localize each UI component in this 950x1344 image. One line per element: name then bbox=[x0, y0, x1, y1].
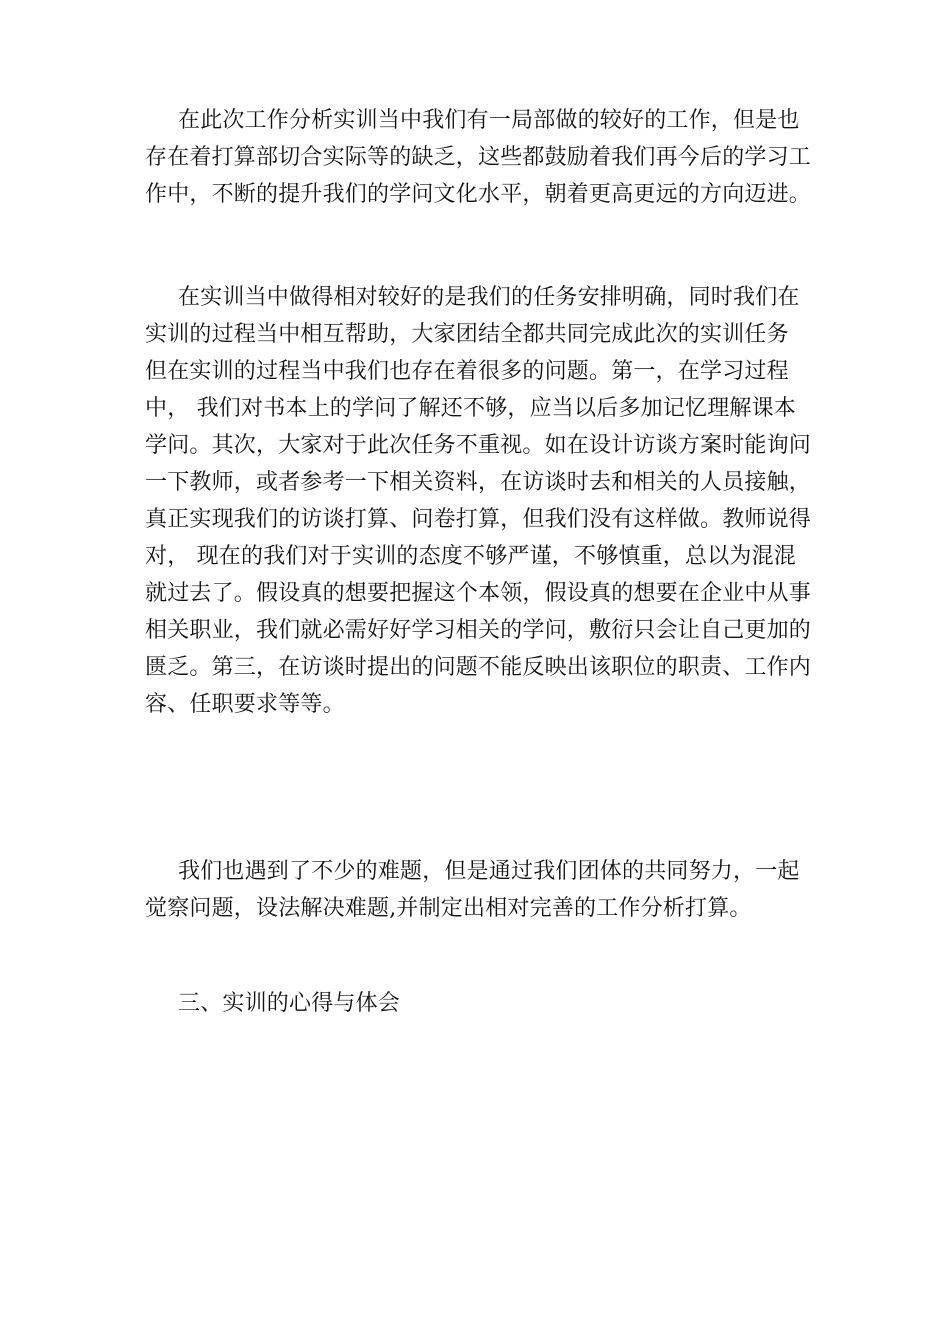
paragraph-line: 对， 现在的我们对于实训的态度不够严谨，不够慎重，总以为混混 bbox=[145, 544, 796, 569]
paragraph-line: 一下教师，或者参考一下相关资料，在访谈时去和相关的人员接触， bbox=[145, 470, 812, 495]
paragraph-line: 我们也遇到了不少的难题，但是通过我们团体的共同努力，一起 bbox=[178, 859, 800, 884]
paragraph-line: 匮乏。第三，在访谈时提出的问题不能反映出该职位的职责、工作内 bbox=[145, 655, 812, 680]
paragraph-line: 但在实训的过程当中我们也存在着很多的问题。第一，在学习过程 bbox=[145, 359, 789, 384]
paragraph-training-problems bbox=[145, 279, 825, 723]
paragraph-team-effort bbox=[145, 853, 825, 927]
paragraph-line: 中， 我们对书本上的学问了解还不够，应当以后多加记忆理解课本 bbox=[145, 396, 796, 421]
paragraph-line: 就过去了。假设真的想要把握这个本领，假设真的想要在企业中从事 bbox=[145, 581, 812, 606]
paragraph-line: 在实训当中做得相对较好的是我们的任务安排明确，同时我们在 bbox=[178, 285, 800, 310]
section-heading bbox=[145, 985, 825, 1022]
paragraph-line: 觉察问题，设法解决难题,并制定出相对完善的工作分析打算。 bbox=[145, 896, 752, 921]
paragraph-line: 在此次工作分析实训当中我们有一局部做的较好的工作，但是也 bbox=[178, 108, 800, 133]
paragraph-line: 学问。其次，大家对于此次任务不重视。如在设计访谈方案时能询问 bbox=[145, 433, 812, 458]
paragraph-line: 相关职业，我们就必需好好学习相关的学问，敷衍只会让自己更加的 bbox=[145, 618, 812, 643]
paragraph-line: 实训的过程当中相互帮助，大家团结全都共同完成此次的实训任务 bbox=[145, 322, 789, 347]
paragraph-work-analysis-summary bbox=[145, 102, 825, 213]
section-heading-text: 三、实训的心得与体会 bbox=[178, 991, 401, 1016]
paragraph-line: 存在着打算部切合实际等的缺乏，这些都鼓励着我们再今后的学习工 bbox=[145, 145, 812, 170]
paragraph-line: 容、任职要求等等。 bbox=[145, 692, 345, 717]
paragraph-line: 作中，不断的提升我们的学问文化水平，朝着更高更远的方向迈进。 bbox=[145, 182, 812, 207]
paragraph-line: 真正实现我们的访谈打算、问卷打算，但我们没有这样做。教师说得 bbox=[145, 507, 812, 532]
